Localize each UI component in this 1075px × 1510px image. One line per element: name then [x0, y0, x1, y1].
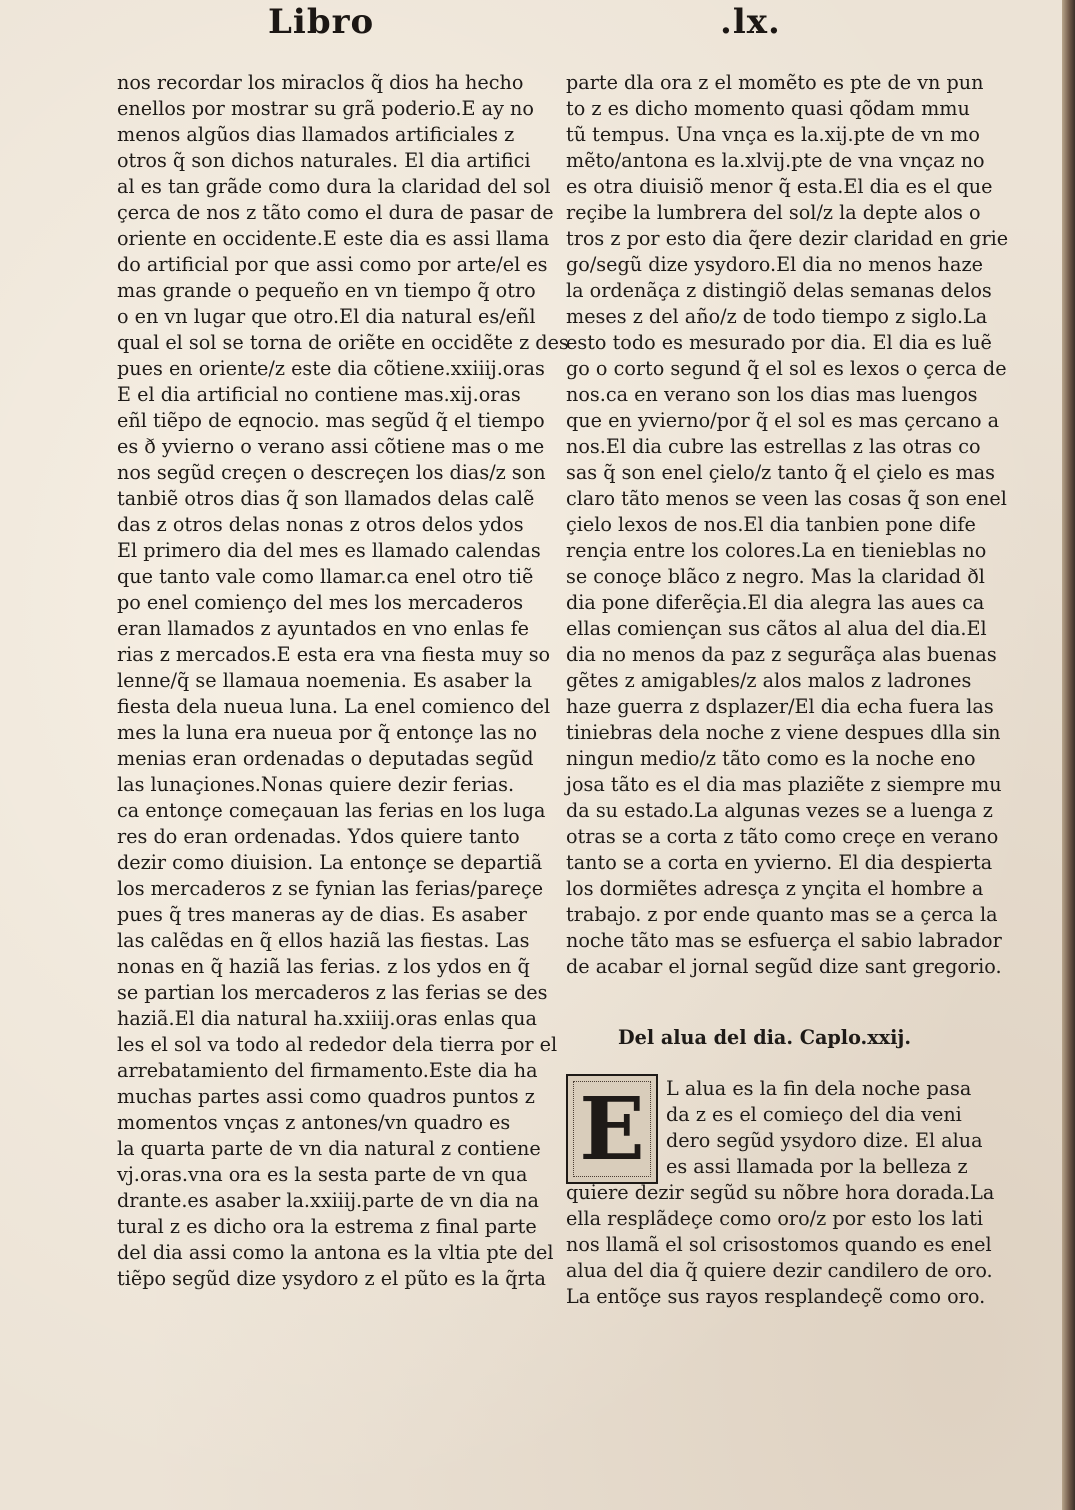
text-line: los dormiẽtes adresça z ynçita el hombre a — [566, 877, 984, 900]
text-line: gẽtes z amigables/z alos malos z ladrones — [566, 669, 972, 692]
left-text-column — [117, 70, 569, 1292]
text-line: drante.es asaber la.xxiiij.parte de vn dia na — [117, 1189, 539, 1212]
text-line: o en vn lugar que otro.El dia natural es/eñl — [117, 305, 536, 328]
decorated-initial-letter — [566, 1074, 658, 1184]
text-line: eñl tiẽpo de eqnocio. mas segũd q̃ el tiempo — [117, 409, 545, 432]
text-line: que en yvierno/por q̃ el sol es mas çercano a — [566, 409, 1000, 432]
text-line: El primero dia del mes es llamado calendas — [117, 539, 541, 562]
text-line: go o corto segund q̃ el sol es lexos o çerca de — [566, 357, 1007, 380]
text-line: tiẽpo segũd dize ysydoro z el pũto es la q̃rta — [117, 1267, 546, 1290]
text-line: reçibe la lumbrera del sol/z la depte alos o — [566, 201, 981, 224]
text-line: eran llamados z ayuntados en vno enlas fe — [117, 617, 530, 640]
text-line: lenne/q̃ se llamaua noemenia. Es asaber la — [117, 669, 533, 692]
text-line: meses z del año/z de todo tiempo z siglo.La — [566, 305, 988, 328]
text-line: del dia assi como la antona es la vltia pte del — [117, 1241, 554, 1264]
text-line: mẽto/antona es la.xlvij.pte de vna vnçaz no — [566, 149, 985, 172]
text-line: nos recordar los miraclos q̃ dios ha hecho — [117, 71, 524, 94]
text-line: trabajo. z por ende quanto mas se a çerca la — [566, 903, 998, 926]
text-line: de acabar el jornal segũd dize sant gregorio. — [566, 955, 1002, 978]
text-line: L alua es la fin dela noche pasa — [666, 1077, 972, 1100]
running-head-left: Libro — [268, 2, 375, 42]
text-line: noche tãto mas se esfuerça el sabio labrador — [566, 929, 1002, 952]
text-line: nonas en q̃ haziã las ferias. z los ydos en q̃ — [117, 955, 530, 978]
page-edge-shadow — [1062, 0, 1075, 1510]
text-line: otras se a corta z tãto como creçe en verano — [566, 825, 999, 848]
text-line: res do eran ordenadas. Ydos quiere tanto — [117, 825, 520, 848]
text-line: tros z por esto dia q̃ere dezir claridad en grie — [566, 227, 1009, 250]
text-line: claro tãto menos se veen las cosas q̃ son enel — [566, 487, 1007, 510]
text-line: arrebatamiento del firmamento.Este dia ha — [117, 1059, 538, 1082]
text-line: mas grande o pequeño en vn tiempo q̃ otro — [117, 279, 536, 302]
text-line: rençia entre los colores.La en tienieblas no — [566, 539, 987, 562]
text-line: mes la luna era nueua por q̃ entonçe las no — [117, 721, 538, 744]
text-line: momentos vnças z antones/vn quadro es — [117, 1111, 511, 1134]
text-line: E el dia artificial no contiene mas.xij.oras — [117, 383, 521, 406]
text-line: ningun medio/z tãto como es la noche eno — [566, 747, 976, 770]
text-line: dia no menos da paz z segurãça alas buenas — [566, 643, 997, 666]
text-line: oriente en occidente.E este dia es assi llama — [117, 227, 550, 250]
text-line: po enel comienço del mes los mercaderos — [117, 591, 524, 614]
chapter-text-beside-initial — [666, 1076, 983, 1180]
text-line: pues q̃ tres maneras ay de dias. Es asaber — [117, 903, 527, 926]
text-line: haze guerra z dsplazer/El dia echa fuera las — [566, 695, 994, 718]
text-line: los mercaderos z se fynian las ferias/pareçe — [117, 877, 544, 900]
text-line: nos llamã el sol crisostomos quando es enel — [566, 1233, 992, 1256]
text-line: tural z es dicho ora la estrema z final parte — [117, 1215, 537, 1238]
text-line: ca entonçe começauan las ferias en los luga — [117, 799, 546, 822]
text-line: fiesta dela nueua luna. La enel comienco del — [117, 695, 551, 718]
text-line: vj.oras.vna ora es la sesta parte de vn qua — [117, 1163, 528, 1186]
text-line: tiniebras dela noche z viene despues dlla sin — [566, 721, 1001, 744]
text-line: dezir como diuision. La entonçe se departiã — [117, 851, 543, 874]
text-line: çerca de nos z tãto como el dura de pasar de — [117, 201, 554, 224]
text-line: menias eran ordenadas o deputadas segũd — [117, 747, 534, 770]
text-line: haziã.El dia natural ha.xxiiij.oras enlas qua — [117, 1007, 537, 1030]
text-line: pues en oriente/z este dia cõtiene.xxiiij.oras — [117, 357, 545, 380]
text-line: çielo lexos de nos.El dia tanbien pone dife — [566, 513, 976, 536]
text-line: al es tan grãde como dura la claridad del sol — [117, 175, 551, 198]
chapter-text-below-initial — [566, 1180, 994, 1310]
text-line: da z es el comieço del dia veni — [666, 1103, 962, 1126]
text-line: muchas partes assi como quadros puntos z — [117, 1085, 535, 1108]
text-line: ella resplãdeçe como oro/z por esto los lati — [566, 1207, 984, 1230]
text-line: que tanto vale como llamar.ca enel otro tiẽ — [117, 565, 534, 588]
folio-number: .lx. — [720, 2, 781, 42]
text-line: das z otros delas nonas z otros delos ydos — [117, 513, 524, 536]
text-line: tũ tempus. Una vnça es la.xij.pte de vn mo — [566, 123, 980, 146]
text-line: do artificial por que assi como por arte/el es — [117, 253, 548, 276]
text-line: nos segũd creçen o descreçen los dias/z son — [117, 461, 546, 484]
text-line: esto todo es mesurado por dia. El dia es luẽ — [566, 331, 992, 354]
text-line: la ordenãça z distingiõ delas semanas delos — [566, 279, 992, 302]
text-line: se conoçe blãco z negro. Mas la claridad ðl — [566, 565, 985, 588]
text-line: las calẽdas en q̃ ellos haziã las fiestas. Las — [117, 929, 530, 952]
text-line: da su estado.La algunas vezes se a luenga z — [566, 799, 993, 822]
text-line: go/segũ dize ysydoro.El dia no menos haze — [566, 253, 983, 276]
text-line: La entõçe sus rayos resplandeçẽ como oro. — [566, 1285, 986, 1308]
text-line: ellas comiençan sus cãtos al alua del dia.El — [566, 617, 987, 640]
text-line: parte dla ora z el momẽto es pte de vn pun — [566, 71, 984, 94]
text-line: enellos por mostrar su grã poderio.E ay no — [117, 97, 534, 120]
text-line: tanbiẽ otros dias q̃ son llamados delas calẽ — [117, 487, 535, 510]
text-line: rias z mercados.E esta era vna fiesta muy so — [117, 643, 551, 666]
text-line: tanto se a corta en yvierno. El dia despierta — [566, 851, 993, 874]
text-line: nos.El dia cubre las estrellas z las otras co — [566, 435, 981, 458]
initial-letter-glyph: E — [579, 1078, 645, 1180]
text-line: qual el sol se torna de oriẽte en occidẽte z des — [117, 331, 569, 354]
text-line: nos.ca en verano son los dias mas luengos — [566, 383, 978, 406]
text-line: alua del dia q̃ quiere dezir candilero de oro. — [566, 1259, 993, 1282]
text-line: to z es dicho momento quasi qõdam mmu — [566, 97, 970, 120]
chapter-heading: Del alua del dia. Caplo.xxij. — [618, 1026, 912, 1049]
text-line: se partian los mercaderos z las ferias se des — [117, 981, 548, 1004]
text-line: otros q̃ son dichos naturales. El dia artifici — [117, 149, 531, 172]
text-line: es ð yvierno o verano assi cõtiene mas o me — [117, 435, 545, 458]
text-line: josa tãto es el dia mas plaziẽte z siempre mu — [566, 773, 1002, 796]
text-line: dero segũd ysydoro dize. El alua — [666, 1129, 983, 1152]
text-line: la quarta parte de vn dia natural z contiene — [117, 1137, 541, 1160]
text-line: menos algũos dias llamados artificiales z — [117, 123, 515, 146]
text-line: les el sol va todo al rededor dela tierra por el — [117, 1033, 558, 1056]
text-line: quiere dezir segũd su nõbre hora dorada.La — [566, 1181, 995, 1204]
right-text-column — [566, 70, 1009, 980]
text-line: es assi llamada por la belleza z — [666, 1155, 968, 1178]
text-line: es otra diuisiõ menor q̃ esta.El dia es el que — [566, 175, 993, 198]
text-line: las lunaçiones.Nonas quiere dezir ferias. — [117, 773, 515, 796]
text-line: dia pone diferẽçia.El dia alegra las aues ca — [566, 591, 985, 614]
text-line: sas q̃ son enel çielo/z tanto q̃ el çielo es mas — [566, 461, 996, 484]
